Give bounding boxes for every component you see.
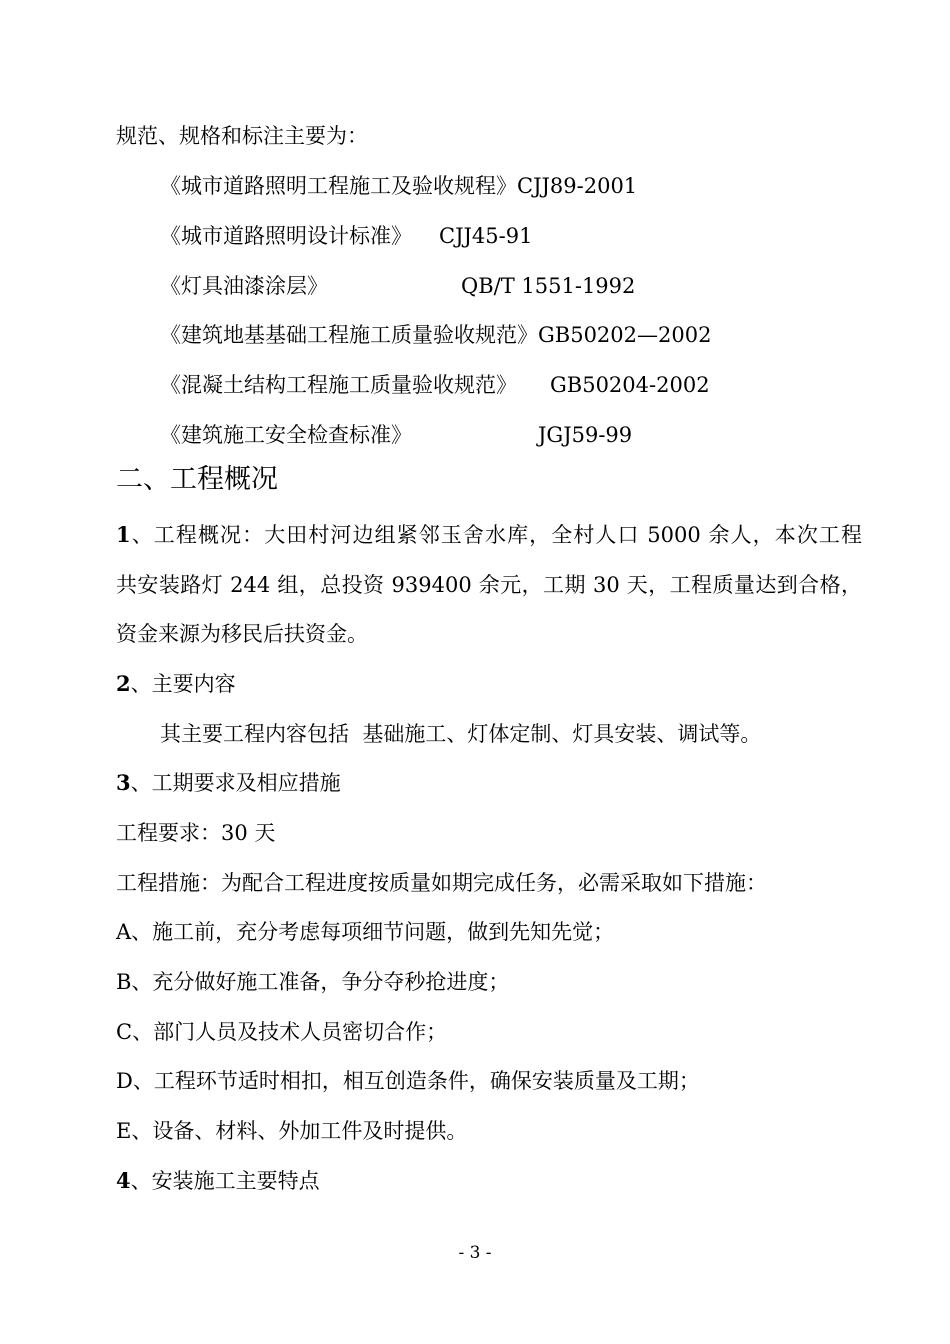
page-number: - 3 - xyxy=(458,1243,492,1263)
measure-item: B、充分做好施工准备，争分夺秒抢进度； xyxy=(116,970,510,994)
item3-requirement: 工程要求：30 天 xyxy=(116,821,276,845)
item1-line: 共安装路灯 244 组，总投资 939400 余元，工期 30 天，工程质量达到合格， xyxy=(116,573,862,597)
standard-name: 《城市道路照明设计标准》 xyxy=(160,224,412,248)
standard-code: JGJ59-99 xyxy=(538,423,633,447)
item3-measures-intro: 工程措施：为配合工程进度按质量如期完成任务，必需采取如下措施： xyxy=(116,871,767,895)
standard-row xyxy=(160,320,711,350)
standard-code: QB/T 1551-1992 xyxy=(461,274,636,298)
standard-row xyxy=(160,271,636,301)
item2-title-text: 、主要内容 xyxy=(130,672,236,696)
item-number: 2 xyxy=(116,671,131,696)
item4-title-text: 、安装施工主要特点 xyxy=(130,1169,320,1193)
standard-row xyxy=(160,221,533,251)
item-number: 1 xyxy=(116,522,131,547)
item-number: 4 xyxy=(116,1168,131,1193)
standard-code: CJJ89-2001 xyxy=(517,174,638,198)
standard-name: 《建筑施工安全检查标准》 xyxy=(160,423,412,447)
item3-title xyxy=(116,768,341,798)
item4-title xyxy=(116,1166,320,1196)
standard-code: GB50202—2002 xyxy=(538,323,712,347)
measure-item: A、施工前，充分考虑每项细节问题，做到先知先觉； xyxy=(116,920,615,944)
item3-title-text: 、工期要求及相应措施 xyxy=(130,771,341,795)
standard-name: 《混凝土结构工程施工质量验收规范》 xyxy=(160,373,517,397)
measure-item: D、工程环节适时相扣，相互创造条件，确保安装质量及工期； xyxy=(116,1069,700,1093)
item1-line: 资金来源为移民后扶资金。 xyxy=(116,622,368,646)
standard-name: 《灯具油漆涂层》 xyxy=(160,274,328,298)
measure-item: E、设备、材料、外加工件及时提供。 xyxy=(116,1119,468,1143)
item1-text: 、工程概况：大田村河边组紧邻玉舍水库，全村人口 5000 余人，本次工程 xyxy=(130,523,862,547)
standard-name: 《建筑地基基础工程施工质量验收规范》 xyxy=(160,323,538,347)
standard-code: CJJ45-91 xyxy=(439,224,533,248)
standard-row xyxy=(160,420,633,450)
standard-name: 《城市道路照明工程施工及验收规程》 xyxy=(160,174,517,198)
intro-line: 规范、规格和标注主要为： xyxy=(116,124,368,148)
item2-body: 其主要工程内容包括 基础施工、灯体定制、灯具安装、调试等。 xyxy=(160,722,762,746)
item1-line xyxy=(116,520,862,550)
standard-row xyxy=(160,370,710,400)
section-heading: 二、工程概况 xyxy=(116,464,278,495)
measure-item: C、部门人员及技术人员密切合作； xyxy=(116,1020,448,1044)
item-number: 3 xyxy=(116,770,131,795)
standard-code: GB50204-2002 xyxy=(550,373,710,397)
standard-row xyxy=(160,171,637,201)
item2-title xyxy=(116,669,236,699)
